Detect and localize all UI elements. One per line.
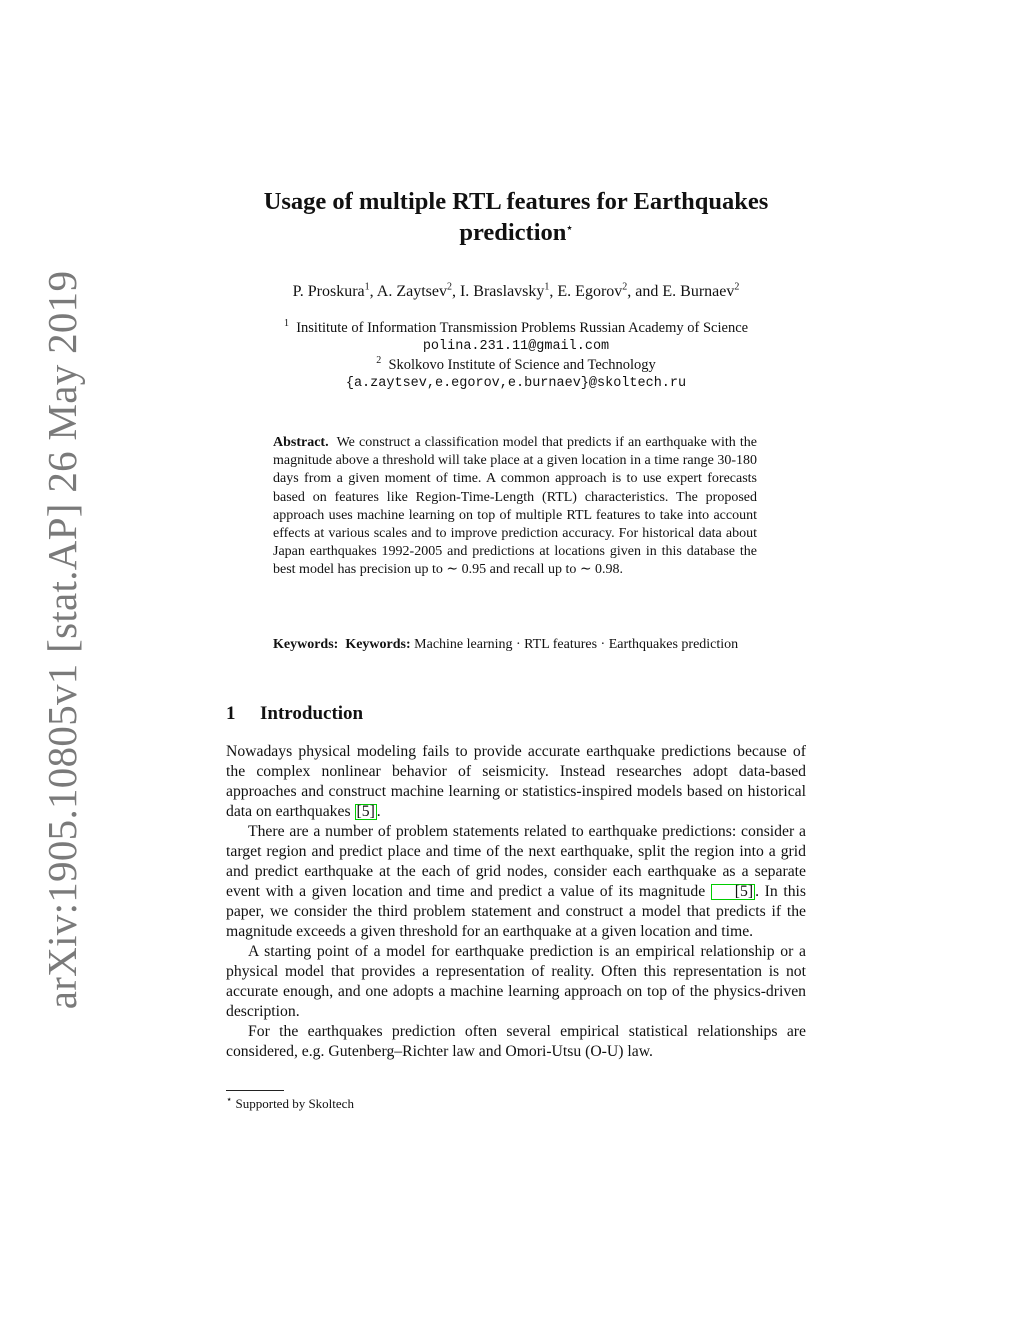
affiliation-name: Insititute of Information Transmission Problems Russian Academy of Science xyxy=(296,320,749,336)
affiliation-email: {a.zaytsev,e.egorov,e.burnaev}@skoltech.ru xyxy=(345,375,687,391)
arxiv-identifier-stamp: arXiv:1905.10805v1 [stat.AP] 26 May 2019 xyxy=(39,270,85,1010)
section-title: Introduction xyxy=(260,703,364,724)
paper-title xyxy=(216,186,816,248)
paragraph-text: A starting point of a model for earthquake prediction is an empirical relationship or a physical model that provides a representation of reality. Often this representation is not accurate enough, and one adopts a machine learning approach on top of the physics-driven description. xyxy=(226,943,806,1020)
author-name: A. Zaytsev xyxy=(376,283,447,300)
footnote xyxy=(226,1096,354,1112)
abstract-text: We construct a classification model that predicts if an earthquake with the magnitude above a threshold will take place at a given location in a time range 30-180 days from a given moment of time. A common approach is to use expert forecasts based on features like Region-Time-Length (RTL) characteristics. The proposed approach uses machine learning on top of multiple RTL features to take into account effects at various scales and to improve prediction accuracy. For historical data about Japan earthquakes 1992-2005 and predictions at locations given in this database the best model has precision up to ∼ 0.95 and recall up to ∼ 0.98. xyxy=(273,435,758,578)
footnote-mark: ⋆ xyxy=(226,1094,233,1106)
section-heading xyxy=(226,703,363,725)
author-affiliation-mark: 2 xyxy=(446,281,452,293)
keywords-label: Keywords: xyxy=(273,637,339,652)
paragraph-text: For the earthquakes prediction often several empirical statistical relationships are considered, e.g. Gutenberg–Richter law and Omori-Utsu (O-U) law. xyxy=(226,1023,806,1060)
affiliation-email: polina.231.11@gmail.com xyxy=(422,338,610,354)
introduction-body xyxy=(226,742,806,1062)
affiliation-number: 1 xyxy=(283,318,289,330)
title-line-2: prediction xyxy=(459,219,567,246)
paragraph xyxy=(226,1022,806,1062)
affiliation-number: 2 xyxy=(376,355,382,367)
affiliation-name: Skolkovo Institute of Science and Technology xyxy=(388,357,656,373)
paragraph-text: Nowadays physical modeling fails to provide accurate earthquake predictions because of the complex nonlinear behavior of seismicity. Instead researches adopt data-based approaches and construct machine learning or statistics-inspired models based on historical data on earthquakes xyxy=(226,743,806,820)
paragraph xyxy=(226,822,806,942)
abstract-label: Abstract. xyxy=(273,435,329,450)
author-separator: , xyxy=(549,283,558,300)
author-affiliation-mark: 1 xyxy=(544,281,550,293)
keywords-text: Machine learning · RTL features · Earthquakes prediction xyxy=(414,637,739,652)
author-name: P. Proskura xyxy=(292,283,365,300)
affiliation-1 xyxy=(226,319,806,338)
keywords xyxy=(273,636,757,654)
author-separator: , xyxy=(369,283,377,300)
affiliations xyxy=(226,319,806,393)
paragraph-text: . In this paper, we consider the third problem statement and construct a model that predicts if the magnitude exceeds a given threshold for an earthquake at a given location and time. xyxy=(226,883,807,940)
author-affiliation-mark: 2 xyxy=(622,281,628,293)
title-footnote-mark: ⋆ xyxy=(566,222,573,234)
abstract xyxy=(273,434,757,580)
title-line-1: Usage of multiple RTL features for Earthquakes xyxy=(263,188,769,215)
section-number: 1 xyxy=(226,703,236,724)
author-list xyxy=(226,283,806,301)
citation-link[interactable]: [5] xyxy=(356,803,375,820)
paragraph xyxy=(226,742,806,822)
author-affiliation-mark: 2 xyxy=(734,281,740,293)
paragraph-text: . xyxy=(376,803,381,820)
keywords-label-repeat: Keywords: xyxy=(345,637,411,652)
author-name: E. Egorov xyxy=(557,283,623,300)
footnote-rule xyxy=(226,1090,284,1091)
author-name: E. Burnaev xyxy=(662,283,735,300)
author-affiliation-mark: 1 xyxy=(364,281,370,293)
author-separator: , and xyxy=(627,283,663,300)
author-separator: , xyxy=(451,283,460,300)
footnote-text: Supported by Skoltech xyxy=(235,1096,354,1111)
affiliation-2 xyxy=(226,356,806,375)
author-name: I. Braslavsky xyxy=(459,283,545,300)
paragraph-text: There are a number of problem statements related to earthquake predictions: consider a target region and predict place and time of the next earthquake, split the region into a grid and predict earthquake at the each of grid nodes, consider each earthquake as a separate event with a given location and time and predict a value of its magnitude xyxy=(226,823,806,900)
paragraph xyxy=(226,942,806,1022)
citation-link[interactable]: [5] xyxy=(711,884,755,900)
